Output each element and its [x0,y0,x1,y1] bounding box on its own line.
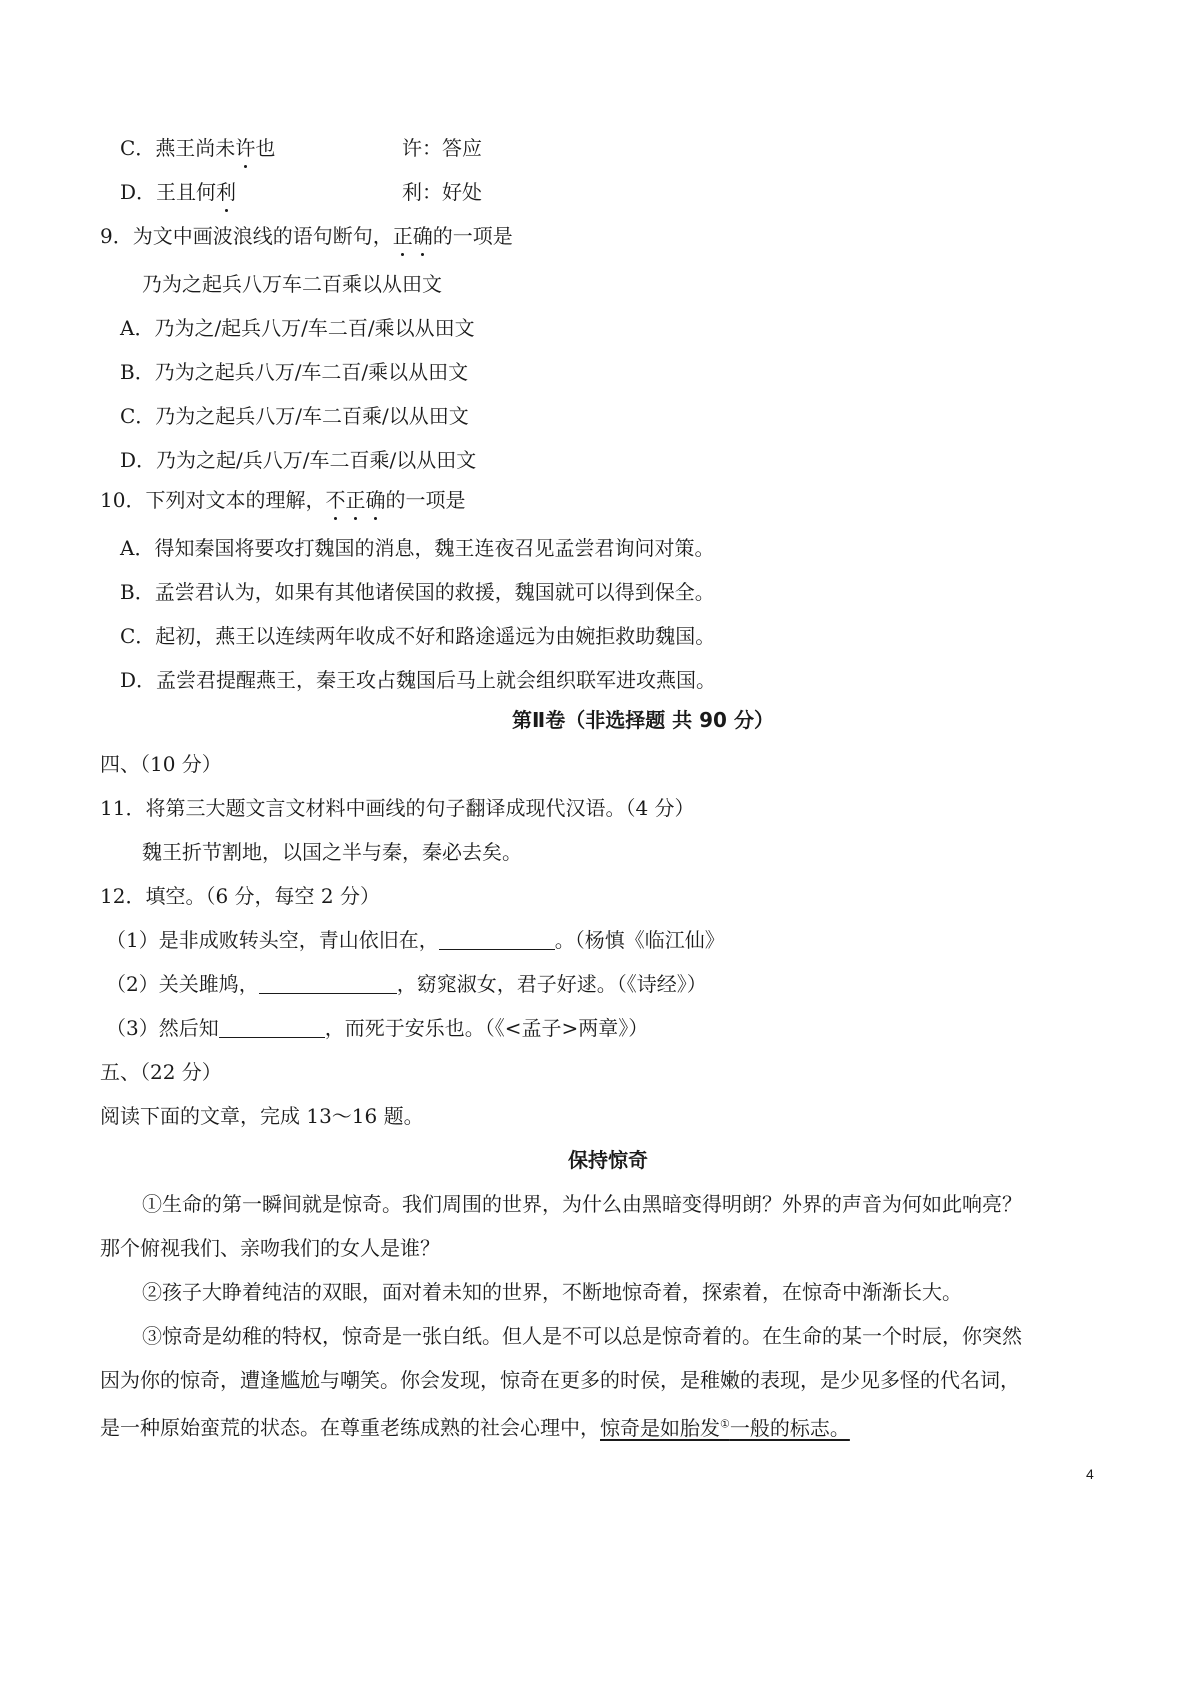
emphasis-dot-char: 确 [412,224,433,248]
fill-blank[interactable] [439,929,555,950]
underlined-phrase: 惊奇是如胎发①一般的标志。 [600,1415,850,1440]
paragraph-3-line-3: 是一种原始蛮荒的状态。在尊重老练成熟的社会心理中，惊奇是如胎发①一般的标志。 [100,1415,850,1440]
q9-sentence: 乃为之起兵八万车二百乘以从田文 [142,272,442,296]
q8-option-c: C．燕王尚未许也 [120,136,276,160]
q12-item-2: （2）关关雎鸠， ，窈窕淑女，君子好逑。（《诗经》） [106,972,707,996]
q10-stem: 10．下列对文本的理解，不正确的一项是 [100,488,466,512]
q10-option-d: D．孟尝君提醒燕王，秦王攻占魏国后马上就会组织联军进攻燕国。 [120,668,717,692]
page-number: 4 [1086,1466,1094,1482]
footnote-marker: ① [720,1417,730,1430]
q12-item-3: （3）然后知 ，而死于安乐也。（《<孟子>两章》） [106,1016,649,1040]
article-title: 保持惊奇 [568,1148,648,1172]
paragraph-1-line-1: ①生命的第一瞬间就是惊奇。我们周围的世界，为什么由黑暗变得明朗？外界的声音为何如此响亮？ [142,1192,1022,1216]
q11-sentence: 魏王折节割地，以国之半与秦，秦必去矣。 [142,840,522,864]
fill-blank[interactable] [259,973,397,994]
q8-option-d: D．王且何利 [120,180,237,204]
paragraph-2: ②孩子大睁着纯洁的双眼，面对着未知的世界，不断地惊奇着，探索着，在惊奇中渐渐长大。 [142,1280,962,1304]
fill-blank[interactable] [219,1017,325,1038]
q9-stem: 9．为文中画波浪线的语句断句，正确的一项是 [100,224,513,248]
section-4-heading: 四、（10 分） [100,752,222,776]
emphasis-dot-char: 正 [392,224,413,248]
q9-option-c: C．乃为之起兵八万/车二百乘/以从田文 [120,404,469,428]
emphasis-dot-char: 许 [235,136,256,160]
q8-option-c-gloss: 许：答应 [402,136,482,160]
emphasis-dot-char: 确 [365,488,386,512]
q10-option-b: B．孟尝君认为，如果有其他诸侯国的救援，魏国就可以得到保全。 [120,580,715,604]
q11-stem: 11．将第三大题文言文材料中画线的句子翻译成现代汉语。（4 分） [100,796,695,820]
paragraph-3-line-1: ③惊奇是幼稚的特权，惊奇是一张白纸。但人是不可以总是惊奇着的。在生命的某一个时辰，你突然 [142,1324,1022,1348]
paragraph-1-line-2: 那个俯视我们、亲吻我们的女人是谁？ [100,1236,440,1260]
q9-option-b: B．乃为之起兵八万/车二百/乘以从田文 [120,360,469,384]
part2-title: 第Ⅱ卷（非选择题 共 90 分） [512,708,774,732]
section-5-heading: 五、（22 分） [100,1060,222,1084]
q8-option-d-gloss: 利：好处 [402,180,482,204]
paragraph-3-line-2: 因为你的惊奇，遭逢尴尬与嘲笑。你会发现，惊奇在更多的时侯，是稚嫩的表现，是少见多怪的代名词， [100,1368,1020,1392]
emphasis-dot-char: 利 [216,180,237,204]
q9-option-d: D．乃为之起/兵八万/车二百乘/以从田文 [120,448,477,472]
q10-option-a: A．得知秦国将要攻打魏国的消息，魏王连夜召见孟尝君询问对策。 [120,536,715,560]
q9-option-a: A．乃为之/起兵八万/车二百/乘以从田文 [120,316,475,340]
q10-option-c: C．起初，燕王以连续两年收成不好和路途遥远为由婉拒救助魏国。 [120,624,716,648]
q12-stem: 12．填空。（6 分，每空 2 分） [100,884,380,908]
reading-instruction: 阅读下面的文章，完成 13～16 题。 [100,1104,424,1128]
emphasis-dot-char: 不 [325,488,346,512]
emphasis-dot-char: 正 [345,488,366,512]
q12-item-1: （1）是非成败转头空，青山依旧在， 。（杨慎《临江仙》 [106,928,725,952]
